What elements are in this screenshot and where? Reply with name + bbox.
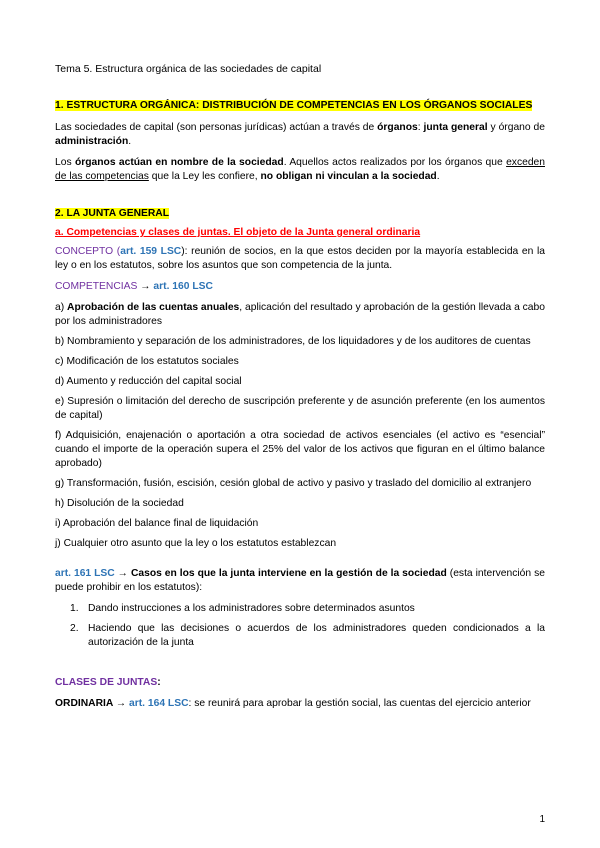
text: : <box>157 677 161 688</box>
bold-text: órganos actúan en nombre de la sociedad <box>74 157 284 168</box>
item-text: Modificación de los estatutos sociales <box>66 356 239 367</box>
page-number: 1 <box>539 814 545 825</box>
competencias-label: COMPETENCIAS <box>55 281 138 292</box>
list-item <box>55 301 545 329</box>
article-reference: art. 161 LSC <box>55 568 115 579</box>
ordinaria-paragraph <box>55 697 545 711</box>
arrow-right-icon: → <box>114 568 131 579</box>
item-prefix: h) <box>55 498 68 509</box>
item-text: Cualquier otro asunto que la ley o los estatutos establezcan <box>63 538 337 549</box>
text: ): reunión de socios, en la que estos deciden por la mayoría establecida en la ley o en los estatutos, sobre los asuntos que son competencia de la junta. <box>55 246 545 271</box>
competencias-heading <box>55 280 545 294</box>
text: : <box>417 122 424 133</box>
clases-heading <box>55 676 545 690</box>
section-2-heading-text: 2. LA JUNTA GENERAL <box>55 208 170 219</box>
bold-text: Casos en los que la junta interviene en la gestión de la sociedad <box>130 568 447 579</box>
item-text: Transformación, fusión, escisión, cesión global de activo y pasivo y traslado del domicilio al extranjero <box>66 478 532 489</box>
item-number: 1. <box>70 603 79 614</box>
text: . Aquellos actos realizados por los órganos que <box>283 157 507 168</box>
item-text: Haciendo que las decisiones o acuerdos de los administradores queden condicionados a la autorización de la junta <box>88 623 545 648</box>
item-prefix: a) <box>55 302 68 313</box>
arrow-right-icon: → <box>112 698 129 709</box>
bold-text: Aprobación de las cuentas anuales <box>67 302 240 313</box>
item-number: 2. <box>70 623 79 634</box>
text: Los <box>55 157 75 168</box>
item-text: Aumento y reducción del capital social <box>66 376 242 387</box>
section-1-heading <box>55 99 545 113</box>
bold-text: junta general <box>423 122 488 133</box>
item-prefix: c) <box>55 356 67 367</box>
text: . <box>128 136 132 147</box>
section-1-paragraph-1 <box>55 121 545 149</box>
list-item <box>55 355 545 369</box>
concepto-label: CONCEPTO <box>55 246 114 257</box>
section-1-paragraph-2 <box>55 156 545 184</box>
section-spacer <box>55 191 545 207</box>
article-reference: art. 164 LSC <box>129 698 189 709</box>
concepto-paragraph <box>55 245 545 273</box>
list-item <box>55 537 545 551</box>
section-2-subheading <box>55 226 545 240</box>
item-prefix: f) <box>55 430 66 441</box>
text: . <box>436 171 440 182</box>
list-item <box>55 517 545 531</box>
item-text: Disolución de la sociedad <box>67 498 184 509</box>
list-item <box>55 622 545 650</box>
intervention-list <box>55 602 545 650</box>
ordinaria-label: ORDINARIA <box>55 698 113 709</box>
document-title: Tema 5. Estructura orgánica de las sociedades de capital <box>55 63 322 75</box>
item-text: Aprobación del balance final de liquidación <box>63 518 259 529</box>
item-prefix: g) <box>55 478 67 489</box>
list-item <box>55 477 545 491</box>
article-reference: art. 160 LSC <box>153 281 213 292</box>
text: : se reunirá para aprobar la gestión social, las cuentas del ejercicio anterior <box>188 698 531 709</box>
bold-text: órganos <box>377 122 418 133</box>
arrow-right-icon: → <box>137 281 154 292</box>
item-text: , aplicación del resultado y aprobación de la gestión llevada a cabo por los administradores <box>55 302 545 327</box>
clases-label: CLASES DE JUNTAS <box>55 677 158 688</box>
list-item <box>55 429 545 471</box>
list-item <box>55 375 545 389</box>
art161-paragraph <box>55 567 545 595</box>
text: y órgano de <box>487 122 545 133</box>
bold-text: no obligan ni vinculan a la sociedad <box>260 171 437 182</box>
list-item <box>55 395 545 423</box>
list-item <box>55 497 545 511</box>
item-text: Adquisición, enajenación o aportación a otra sociedad de activos esenciales (el activo es “esencial” cuando el importe de la operación supera el 25% del valor de los activos que figuran en el último balance aprobado) <box>55 430 545 469</box>
item-prefix: i) <box>55 518 64 529</box>
section-spacer <box>55 656 545 676</box>
item-text: Nombramiento y separación de los administradores, de los liquidadores y de los auditores de cuentas <box>67 336 531 347</box>
text: que la Ley les confiere, <box>148 171 261 182</box>
item-prefix: e) <box>55 396 68 407</box>
list-item <box>55 335 545 349</box>
item-prefix: d) <box>55 376 67 387</box>
underlined-text: exceden de las competencias <box>55 157 545 182</box>
competencias-list <box>55 301 545 551</box>
text: ( <box>113 246 121 257</box>
article-reference: art. 159 LSC <box>120 246 182 257</box>
subheading-text: a. Competencias y clases de juntas. El objeto de la Junta general ordinaria <box>55 227 421 238</box>
item-prefix: j) <box>55 538 64 549</box>
section-1-heading-text: 1. ESTRUCTURA ORGÁNICA: DISTRIBUCIÓN DE COMPETENCIAS EN LOS ÓRGANOS SOCIALES <box>55 100 533 111</box>
bold-text: administración <box>55 136 129 147</box>
text: (esta intervención se puede prohibir en los estatutos): <box>55 568 545 593</box>
item-text: Dando instrucciones a los administradores sobre determinados asuntos <box>88 603 415 614</box>
section-2-heading <box>55 207 545 221</box>
text: Las sociedades de capital (son personas jurídicas) actúan a través de <box>55 122 378 133</box>
item-prefix: b) <box>55 336 68 347</box>
list-item <box>55 602 545 616</box>
item-text: Supresión o limitación del derecho de suscripción preferente y de asunción preferente (en los aumentos de capital) <box>55 396 545 421</box>
